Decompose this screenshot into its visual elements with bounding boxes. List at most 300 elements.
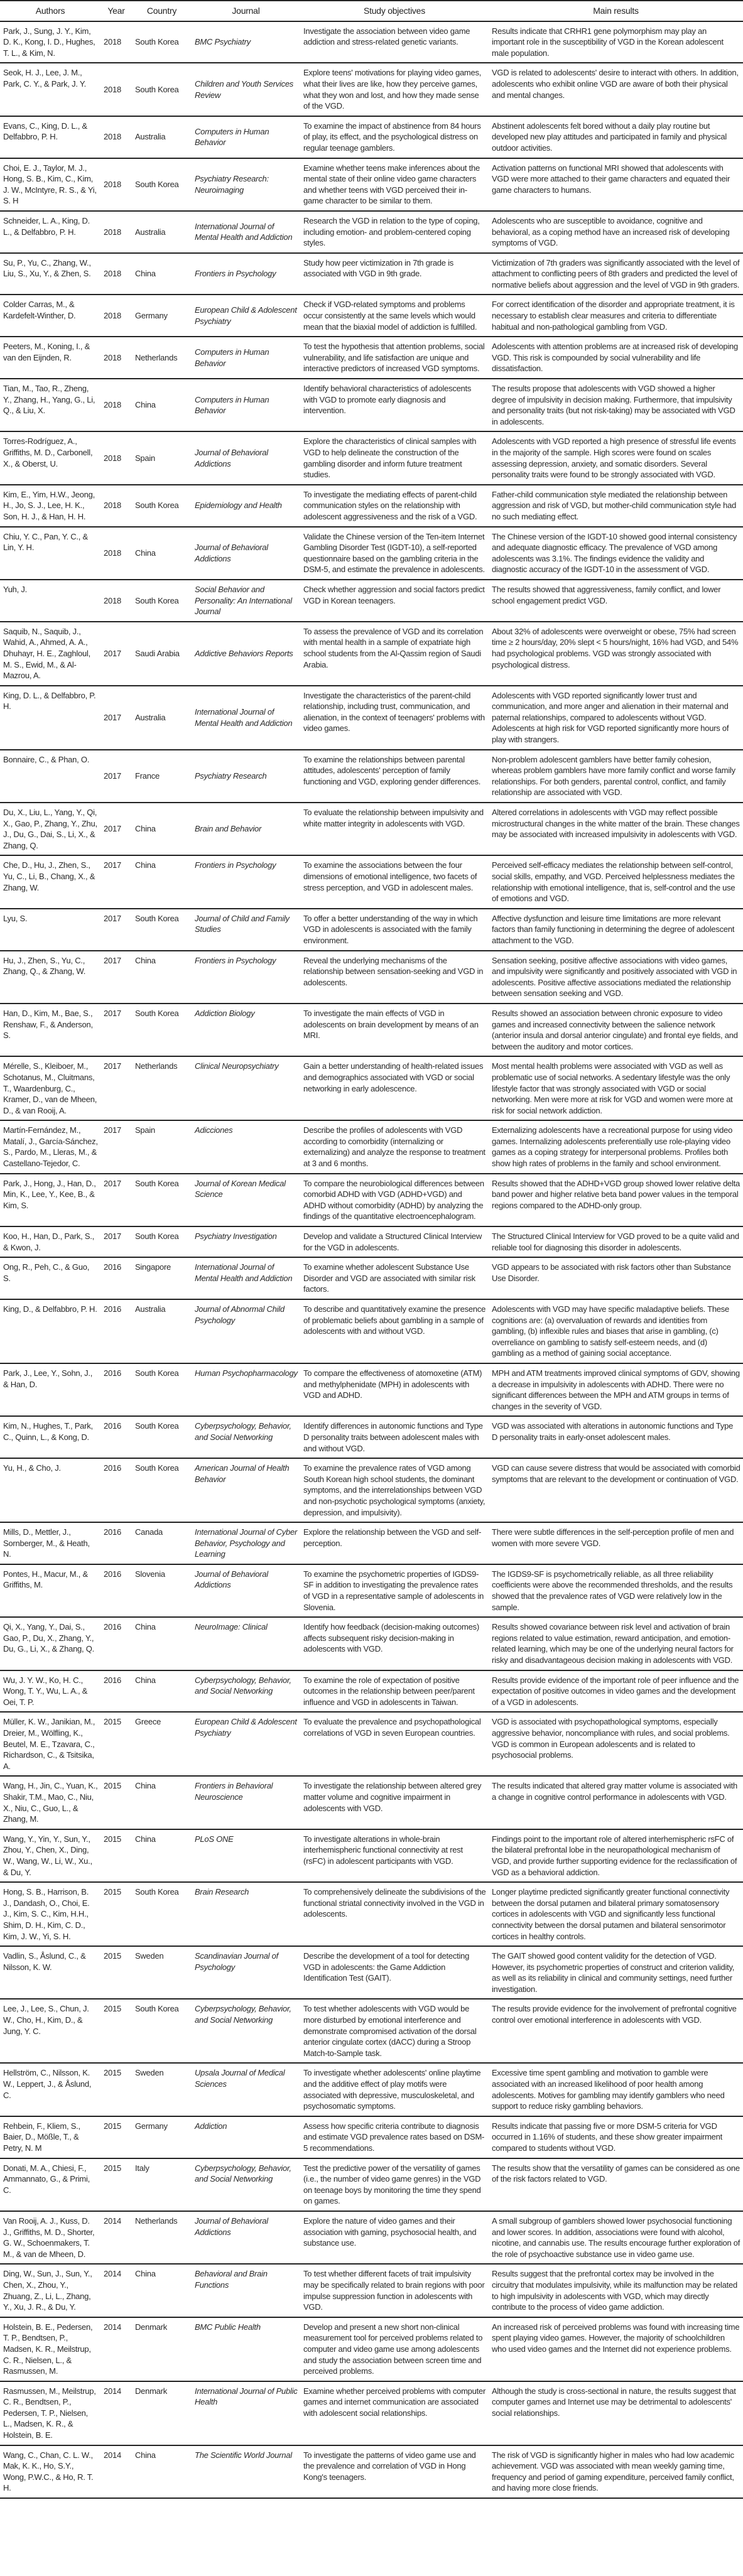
cell-objectives: To examine the psychometric properties of IGDS9-SF in addition to investigating the prevalence rates of VGD in a representative sample of adolescents in Slovenia. <box>303 1569 484 1612</box>
cell-year: 2018 <box>104 311 121 321</box>
cell-results: The Structured Clinical Interview for VGD proved to be a quite valid and reliable tool for diagnosing this disorder in adolescents. <box>492 1231 739 1252</box>
cell-objectives: Assess how specific criteria contribute to diagnosis and estimate VGD prevalence rates based on DSM-5 recommendations. <box>303 2121 485 2153</box>
table-row <box>0 1712 743 1776</box>
cell-year: 2017 <box>104 712 121 722</box>
cell-authors: Park, J., Hong, J., Han, D., Min, K., Lee, Y., Kee, B., & Kim, S. <box>3 1178 96 1210</box>
cell-results: VGD is associated with psychopathological symptoms, especially aggressive behavior, noncompliance with rules, and social problems. VGD is common in European adolescents and is related to psychosocial problems. <box>492 1717 730 1760</box>
cell-objectives: To investigate the patterns of video game use and the prevalence and correlation of VGD in Hong Kong's teenagers. <box>303 2450 476 2482</box>
cell-objectives: To test whether different facets of trait impulsivity may be specifically related to brain regions with poor impulse suppression function in adolescents with VGD. <box>303 2269 485 2312</box>
cell-objectives: To evaluate the prevalence and psychopathological correlations of VGD in seven European countries. <box>303 1717 481 1738</box>
cell-year: 2018 <box>104 227 121 237</box>
cell-objectives: To investigate the mediating effects of parent-child communication styles on the relationship with adolescent aggressiveness and the risk of a VGD. <box>303 489 477 521</box>
cell-authors: King, D., & Delfabbro, P. H. <box>3 1304 97 1314</box>
cell-results: There were subtle differences in the self-perception profile of men and women with more severe VGD. <box>492 1527 734 1548</box>
table-row <box>0 63 743 116</box>
table-row <box>0 1670 743 1713</box>
cell-results: Non-problem adolescent gamblers have better family cohesion, whereas problem gamblers have more family conflict and worse family relationships. For both genders, parental control, conflict, and family relationship are associated with VGD. <box>492 754 735 798</box>
cell-journal: Children and Youth Services Review <box>195 78 294 100</box>
cell-journal: Journal of Korean Medical Science <box>195 1178 286 1199</box>
cell-country: Canada <box>135 1527 163 1537</box>
cell-results: Excessive time spent gambling and motivation to gamble were associated with an increased likelihood of poor health among adolescents. Motives for gambling may identify gamblers who need support to reduce risky gambling behaviors. <box>492 2068 725 2111</box>
cell-results: VGD can cause severe distress that would be associated with comorbid symptoms that are relevant to the development or continuation of VGD. <box>492 1463 740 1484</box>
cell-journal: Behavioral and Brain Functions <box>195 2269 268 2290</box>
cell-authors: Ding, W., Sun, J., Sun, Y., Chen, X., Zhou, Y., Zhuang, Z., Li, L., Zhang, Y., Xu, J. R., & Du, Y. <box>3 2269 92 2312</box>
cell-results: Sensation seeking, positive affective associations with video games, and impulsivity were significantly and positively associated with VGD in adolescents. Positive affective associations mediated the relationship between sensation seeking and VGD. <box>492 955 737 998</box>
cell-objectives: Explore the relationship between the VGD and self-perception. <box>303 1527 482 1548</box>
cell-year: 2017 <box>104 648 121 658</box>
cell-journal: Frontiers in Psychology <box>195 269 276 279</box>
cell-results: Although the study is cross-sectional in nature, the results suggest that computer games and Internet use may be detrimental to adolescents' social relationships. <box>492 2386 736 2418</box>
cell-objectives: To comprehensively delineate the subdivisions of the functional striatal connectivity involved in the VGD in adolescents. <box>303 1887 486 1919</box>
cell-country: Denmark <box>135 2386 167 2396</box>
cell-authors: Martín-Fernández, M., Matalí, J., García-Sánchez, S., Pardo, M., Lleras, M., & Castellano-Tejedor, C. <box>3 1125 98 1169</box>
cell-country: China <box>135 2269 156 2279</box>
cell-year: 2015 <box>104 1717 121 1727</box>
cell-authors: Ong, R., Peh, C., & Guo, S. <box>3 1262 90 1283</box>
cell-results: Victimization of 7th graders was significantly associated with the level of attachment to conflicting peers of 8th graders and predicted the level of normative beliefs about aggression and the level of VGD in 9th graders. <box>492 257 740 290</box>
cell-objectives: Investigate the characteristics of the parent-child relationship, including trust, communication, and alienation, in the context of teenagers' problems with video games. <box>303 690 485 733</box>
cell-results: The results propose that adolescents with VGD showed a higher degree of impulsivity in decision making. Furthermore, that impulsivity and personality traits (but not risk-taking) may be associated with VGD in adolescents. <box>492 384 735 426</box>
cell-year: 2014 <box>104 2450 121 2460</box>
cell-authors: Hong, S. B., Harrison, B. J., Dandash, O., Choi, E. J., Kim, S. C., Kim, H.H., Shim, D. H., Kim, C. D., Kim, J. W., Yi, S. H. <box>3 1887 90 1941</box>
cell-country: Saudi Arabia <box>135 648 180 658</box>
cell-country: South Korea <box>135 84 179 94</box>
cell-objectives: To examine the relationships between parental attitudes, adolescents' perception of family functioning and VGD, exploring gender differences. <box>303 754 481 786</box>
cell-year: 2018 <box>104 179 121 189</box>
cell-year: 2014 <box>104 2269 121 2279</box>
cell-results: The results show that the versatility of games can be considered as one of the risk factors related to VGD. <box>492 2163 740 2184</box>
table-row <box>0 622 743 686</box>
cell-year: 2015 <box>104 1781 121 1791</box>
cell-journal: Epidemiology and Health <box>195 501 282 511</box>
cell-journal: Journal of Behavioral Addictions <box>195 543 268 563</box>
cell-results: MPH and ATM treatments improved clinical symptoms of GDV, showing a decrease in impulsivity in adolescents with ADHD. There were no significant differences between the MPH and ATM groups in terms of changes in the severity of VGD. <box>492 1368 740 1411</box>
cell-results: Altered correlations in adolescents with VGD may reflect possible microstructural changes in the white matter of the brain. These changes may be associated with increased impulsivity in adolescents with VGD. <box>492 808 740 840</box>
cell-year: 2018 <box>104 548 121 558</box>
table-row <box>0 1174 743 1226</box>
cell-authors: Tian, M., Tao, R., Zheng, Y., Zhang, H., Yang, G., Li, Q., & Liu, X. <box>3 384 95 416</box>
table-row <box>0 1617 743 1670</box>
cell-objectives: To evaluate the relationship between impulsivity and white matter integrity in adolescents with VGD. <box>303 808 484 828</box>
cell-country: China <box>135 400 156 410</box>
cell-country: Australia <box>135 227 166 237</box>
cell-year: 2014 <box>104 2386 121 2396</box>
cell-country: France <box>135 771 160 781</box>
table-row <box>0 1363 743 1416</box>
cell-journal: BMC Public Health <box>195 2322 261 2332</box>
header-country: Country <box>146 6 177 16</box>
cell-country: Australia <box>135 712 166 722</box>
cell-journal: Addiction <box>195 2121 227 2131</box>
cell-objectives: Identify behavioral characteristics of adolescents with VGD to promote early diagnosis and intervention. <box>303 384 472 416</box>
cell-journal: Adicciones <box>195 1125 233 1135</box>
cell-authors: Wang, C., Chan, C. L. W., Mak, K. K., Ho, S.Y., Wong, P.W.C., & Ho, R. T. H. <box>3 2450 94 2493</box>
cell-year: 2017 <box>104 1008 121 1018</box>
cell-journal: Addictive Behaviors Reports <box>195 648 293 658</box>
cell-results: Results showed that the ADHD+VGD group showed lower relative delta band power and higher relative beta band power values in the temporal regions compared to the ADHD-only group. <box>492 1178 740 1210</box>
table-row <box>0 951 743 1004</box>
cell-year: 2015 <box>104 2004 121 2014</box>
cell-objectives: Examine whether perceived problems with computer games and internet communication are associated with adolescent social relationships. <box>303 2386 486 2418</box>
cell-objectives: Examine whether teens make inferences about the mental state of their online video game characters and whether teens with VGD perceived their in-game character to be similar to them. <box>303 163 480 206</box>
cell-objectives: Reveal the underlying mechanisms of the relationship between sensation-seeking and VGD in adolescents. <box>303 955 484 987</box>
header-journal: Journal <box>232 6 260 16</box>
table-row <box>0 2116 743 2158</box>
cell-year: 2017 <box>104 1178 121 1188</box>
cell-journal: Cyberpsychology, Behavior, and Social Networking <box>195 2163 291 2184</box>
cell-journal: Journal of Child and Family Studies <box>195 913 290 934</box>
cell-objectives: To offer a better understanding of the way in which VGD in adolescents is associated with the family environment. <box>303 913 478 945</box>
cell-year: 2017 <box>104 771 121 781</box>
cell-results: Affective dysfunction and leisure time limitations are more relevant factors than family functioning in determining the degree of adolescent attachment to the VGD. <box>492 913 735 945</box>
cell-year: 2015 <box>104 2068 121 2078</box>
table-row <box>0 803 743 855</box>
cell-results: Results suggest that the prefrontal cortex may be involved in the circuitry that modulates impulsivity, while its malfunction may be related to high impulsivity in adolescents with VGD, which may directly contribute to the process of video game addiction. <box>492 2269 737 2312</box>
cell-journal: Journal of Behavioral Addictions <box>195 1569 268 1590</box>
cell-objectives: To investigate alterations in whole-brain interhemispheric functional connectivity at rest (rsFC) in adolescent participants with VGD. <box>303 1834 463 1866</box>
cell-country: China <box>135 1675 156 1685</box>
cell-objectives: Develop and present a new short non-clinical measurement tool for perceived problems related to computer and video game use among adolescents and study the association between screen time and perceived problems. <box>303 2322 483 2376</box>
cell-authors: Yuh, J. <box>3 584 27 594</box>
cell-objectives: Validate the Chinese version of the Ten-item Internet Gambling Disorder Test (IGDT-10), a self-reported questionnaire based on the gambling criteria in the DSM-5, and estimate the prevalence in adolescents. <box>303 531 485 575</box>
table-row <box>0 686 743 750</box>
table-row <box>0 1999 743 2063</box>
cell-authors: Van Rooij, A. J., Kuss, D. J., Griffiths, M. D., Shorter, G. W., Schoenmakers, T. M., & van de Mheen, D. <box>3 2216 95 2259</box>
cell-journal: Journal of Abnormal Child Psychology <box>195 1304 285 1325</box>
cell-year: 2018 <box>104 501 121 511</box>
cell-country: South Korea <box>135 595 179 605</box>
cell-results: An increased risk of perceived problems was found with increasing time spent playing video games. However, the majority of schoolchildren who used video games and the Internet did not experience problems. <box>492 2322 740 2354</box>
table-row <box>0 1120 743 1173</box>
cell-journal: Psychiatry Research: Neuroimaging <box>195 174 269 195</box>
table-header-row <box>0 1 743 21</box>
cell-results: Longer playtime predicted significantly greater functional connectivity between the dorsal putamen and bilateral primary somatosensory cortices in adolescents with VGD and significantly less functional connectivity between the dorsal putamen and bilateral sensorimotor cortices in healthy controls. <box>492 1887 730 1941</box>
cell-year: 2018 <box>104 269 121 279</box>
cell-year: 2014 <box>104 2322 121 2332</box>
cell-country: Australia <box>135 1304 166 1314</box>
cell-authors: Peeters, M., Koning, I., & van den Eijnden, R. <box>3 342 90 362</box>
cell-journal: Computers in Human Behavior <box>195 394 269 416</box>
cell-authors: Qi, X., Yang, Y., Dai, S., Gao, P., Du, X., Zhang, Y., Du, G., Li, X., & Zhang, Q. <box>3 1622 94 1654</box>
cell-year: 2015 <box>104 2163 121 2173</box>
table-row <box>0 1776 743 1829</box>
table-row <box>0 21 743 63</box>
cell-authors: Du, X., Liu, L., Yang, Y., Qi, X., Gao, P., Zhang, Y., Zhu, J., Du, G., Dai, S., Li, X., & Zhang, Q. <box>3 808 97 850</box>
cell-country: South Korea <box>135 1008 179 1018</box>
cell-authors: Evans, C., King, D. L., & Delfabbro, P. H. <box>3 121 87 142</box>
cell-year: 2018 <box>104 595 121 605</box>
cell-country: China <box>135 1834 156 1844</box>
cell-authors: Wang, Y., Yin, Y., Sun, Y., Zhou, Y., Chen, X., Ding, W., Wang, W., Li, W., Xu., & Du, Y. <box>3 1834 92 1877</box>
cell-results: The results provide evidence for the involvement of prefrontal cognitive control over emotional interference in adolescents with VGD. <box>492 2004 737 2025</box>
cell-journal: NeuroImage: Clinical <box>195 1622 268 1632</box>
cell-authors: Koo, H., Han, D., Park, S., & Kwon, J. <box>3 1231 94 1252</box>
cell-objectives: Investigate the association between video game addiction and stress-related genetic variants. <box>303 26 470 47</box>
table-row <box>0 1416 743 1458</box>
cell-objectives: To test whether adolescents with VGD would be more disturbed by emotional interference and demonstrate compromised activation of the dorsal anterior cingulate cortex (dACC) during a Stroop Match-to-Sample task. <box>303 2004 477 2058</box>
cell-objectives: Develop and validate a Structured Clinical Interview for the VGD in adolescents. <box>303 1231 482 1252</box>
cell-year: 2018 <box>104 84 121 94</box>
cell-authors: Park, J., Sung, J. Y., Kim, D. K., Kong, I. D., Hughes, T. L., & Kim, N. <box>3 26 95 58</box>
cell-objectives: Check whether aggression and social factors predict VGD in Korean teenagers. <box>303 584 485 605</box>
cell-country: Netherlands <box>135 352 178 362</box>
cell-journal: International Journal of Mental Health and Addiction <box>195 221 293 242</box>
cell-objectives: To examine the impact of abstinence from 84 hours of play, its effect, and the psychological distress on regular teenage gamblers. <box>303 121 481 153</box>
cell-objectives: Explore teens' motivations for playing video games, what their lives are like, how they perceive games, what they won and lost, and how they made sense of the VGD. <box>303 68 482 111</box>
cell-authors: Mérelle, S., Kleiboer, M., Schotanus, M., Cluitmans, T., Waardenburg, C., Kramer, D., van de Mheen, D., & van Rooij, A. <box>3 1061 97 1115</box>
table-row <box>0 750 743 803</box>
cell-country: South Korea <box>135 179 179 189</box>
cell-results: Results provide evidence of the important role of peer influence and the expectation of positive outcomes in video games and the development of a VGD in adolescents. <box>492 1675 739 1707</box>
cell-results: Results showed an association between chronic exposure to video games and increased connectivity between the salience network (anterior insula and dorsal anterior cingulate) and frontal eye fields, and between the auditory and motor cortices. <box>492 1008 738 1051</box>
cell-objectives: Research the VGD in relation to the type of coping, including emotion- and problem-centered coping styles. <box>303 215 480 248</box>
table-row <box>0 253 743 295</box>
cell-results: VGD was associated with alterations in autonomic functions and Type D personality traits in early-onset adolescent males. <box>492 1421 734 1442</box>
cell-objectives: Check if VGD-related symptoms and problems occur consistently at the same levels which would mean that the biaxial model of addiction is fulfilled. <box>303 300 477 332</box>
cell-journal: Brain and Behavior <box>195 824 262 834</box>
cell-authors: Saquib, N., Saquib, J., Wahid, A., Ahmed, A. A., Dhuhayr, H. E., Zaghloul, M. S., Ewid, M., & Al-Mazrou, A. <box>3 626 90 681</box>
cell-journal: The Scientific World Journal <box>195 2450 292 2460</box>
cell-journal: Clinical Neuropsychiatry <box>195 1061 279 1071</box>
table-row <box>0 1946 743 1999</box>
cell-authors: Kim, E., Yim, H.W., Jeong, H., Jo, S. J., Lee, H. K., Son, H. J., & Han, H. H. <box>3 489 95 521</box>
cell-year: 2016 <box>104 1569 121 1579</box>
cell-objectives: To compare the effectiveness of atomoxetine (ATM) and methylphenidate (MPH) in adolescents with VGD and ADHD. <box>303 1368 482 1400</box>
cell-objectives: Explore the nature of video games and their association with gaming, psychosocial health, and substance use. <box>303 2216 477 2248</box>
cell-authors: Choi, E. J., Taylor, M. J., Hong, S. B., Kim, C., Kim, J. W., McIntyre, R. S., & Yi, S. H <box>3 163 97 206</box>
cell-year: 2017 <box>104 824 121 834</box>
cell-results: Adolescents with VGD reported a high presence of stressful life events in the majority of the sample. High scores were found on scales assessing depression, anxiety, and somatic disorders. Several personality traits were found to be strongly associated with VGD. <box>492 436 736 480</box>
cell-results: The results indicated that altered gray matter volume is associated with a change in cognitive control performance in adolescents with VGD. <box>492 1781 737 1802</box>
cell-authors: Hu, J., Zhen, S., Yu, C., Zhang, Q., & Zhang, W. <box>3 955 86 977</box>
table-body <box>0 21 743 2498</box>
table-row <box>0 1882 743 1946</box>
table-row <box>0 379 743 431</box>
cell-objectives: To examine the prevalence rates of VGD among South Korean high school students, the dominant symptoms, and the interrelationships between VGD and non-psychotic psychological symptoms (anxiety, depression, and impulsivity). <box>303 1463 485 1517</box>
table-row <box>0 2445 743 2498</box>
table-row <box>0 2381 743 2445</box>
cell-journal: Cyberpsychology, Behavior, and Social Networking <box>195 1421 291 1442</box>
cell-results: Findings point to the important role of altered interhemispheric rsFC of the bilateral prefrontal lobe in the neuropathological mechanism of VGD, and provide further supporting evidence for the reclassification of VGD as a behavioral addiction. <box>492 1834 737 1877</box>
cell-country: South Korea <box>135 1421 179 1431</box>
cell-journal: Computers in Human Behavior <box>195 126 269 148</box>
table-row <box>0 158 743 211</box>
table-row <box>0 1458 743 1522</box>
table-row <box>0 527 743 580</box>
cell-authors: Torres-Rodríguez, A., Griffiths, M. D., Carbonell, X., & Oberst, U. <box>3 436 93 468</box>
cell-authors: Wu, J. Y. W., Ko, H. C., Wong, T. Y., Wu, L. A., & Oei, T. P. <box>3 1675 88 1707</box>
cell-journal: International Journal of Cyber Behavior, Psychology and Learning <box>195 1527 298 1559</box>
table-row <box>0 211 743 253</box>
cell-objectives: To examine whether adolescent Substance Use Disorder and VGD are associated with similar risk factors. <box>303 1262 475 1294</box>
cell-authors: Rehbein, F., Kliem, S., Baier, D., Mößle, T., & Petry, N. M <box>3 2121 80 2153</box>
cell-year: 2015 <box>104 2121 121 2131</box>
cell-authors: Lee, J., Lee, S., Chun, J. W., Cho, H., Kim, D., & Jung, Y. C. <box>3 2004 89 2036</box>
cell-country: Netherlands <box>135 2216 178 2226</box>
cell-journal: International Journal of Public Health <box>195 2386 298 2407</box>
table-row <box>0 1004 743 1056</box>
cell-country: Sweden <box>135 2068 164 2078</box>
cell-country: South Korea <box>135 1887 179 1897</box>
cell-objectives: To investigate whether adolescents' online playtime and the additive effect of play motifs were associated with depressive, musculoskeletal, and psychosomatic symptoms. <box>303 2068 481 2111</box>
cell-country: China <box>135 269 156 279</box>
cell-objectives: To assess the prevalence of VGD and its correlation with mental health in a sample of expatriate high school students from the Al-Qassim region of Saudi Arabia. <box>303 626 484 669</box>
cell-objectives: Gain a better understanding of health-related issues and demographics associated with VGD or social networking in early adolescence. <box>303 1061 484 1093</box>
cell-results: A small subgroup of gamblers showed lower psychosocial functioning and lower scores. In addition, associations were found with alcohol, nicotine, and cannabis use. The results encourage further exploration of the role of psychoactive substance use in video game use. <box>492 2216 740 2259</box>
cell-country: Germany <box>135 311 168 321</box>
cell-journal: Psychiatry Research <box>195 771 267 781</box>
cell-authors: Rasmussen, M., Meilstrup, C. R., Bendtsen, P., Pedersen, T. P., Nielsen, L., Madsen, K. R., & Holstein, B. E. <box>3 2386 96 2440</box>
cell-authors: Schneider, L. A., King, D. L., & Delfabbro, P. H. <box>3 215 90 237</box>
cell-year: 2016 <box>104 1368 121 1378</box>
cell-authors: Müller, K. W., Janikian, M., Dreier, M., Wölfling, K., Beutel, M. E., Tzavara, C., Richardson, C., & Tsitsika, A. <box>3 1717 95 1771</box>
cell-results: The risk of VGD is significantly higher in males who had low academic achievement. VGD was associated with mean weekly gaming time, frequency and period of gaming expenditure, perceived family conflict, and having more close friends. <box>492 2450 734 2493</box>
table-row <box>0 909 743 951</box>
cell-country: South Korea <box>135 501 179 511</box>
cell-authors: Chiu, Y. C., Pan, Y. C., & Lin, Y. H. <box>3 531 88 553</box>
cell-journal: Scandinavian Journal of Psychology <box>195 1951 279 1972</box>
table-row <box>0 485 743 527</box>
table-row <box>0 431 743 484</box>
cell-objectives: To investigate the relationship between altered grey matter volume and cognitive impairment in adolescents with VGD. <box>303 1781 482 1813</box>
cell-year: 2017 <box>104 1231 121 1242</box>
header-year: Year <box>107 6 125 16</box>
cell-year: 2018 <box>104 453 121 463</box>
cell-year: 2017 <box>104 955 121 965</box>
cell-country: Sweden <box>135 1951 164 1961</box>
cell-year: 2014 <box>104 2216 121 2226</box>
cell-journal: Addiction Biology <box>195 1008 255 1018</box>
cell-country: Spain <box>135 453 155 463</box>
table-row <box>0 1564 743 1617</box>
cell-objectives: To examine the associations between the four dimensions of emotional intelligence, two facets of stress perception, and VGD in adolescent males. <box>303 860 477 892</box>
cell-results: Activation patterns on functional MRI showed that adolescents with VGD were more attached to their game characters and equated their game characters to humans. <box>492 163 730 195</box>
cell-country: China <box>135 824 156 834</box>
cell-journal: European Child & Adolescent Psychiatry <box>195 1717 297 1738</box>
cell-journal: Psychiatry Investigation <box>195 1231 277 1242</box>
cell-authors: Park, J., Lee, Y., Sohn, J., & Han, D. <box>3 1368 93 1389</box>
cell-authors: Che, D., Hu, J., Zhen, S., Yu, C., Li, B., Chang, X., & Zhang, W. <box>3 860 95 892</box>
cell-country: Australia <box>135 132 166 142</box>
table-row <box>0 1226 743 1257</box>
cell-country: South Korea <box>135 1231 179 1242</box>
header-authors: Authors <box>35 6 65 16</box>
cell-country: South Korea <box>135 37 179 47</box>
cell-country: China <box>135 1781 156 1791</box>
cell-results: VGD is related to adolescents' desire to interact with others. In addition, adolescents who exhibit online VGD are aware of both their physical and mental changes. <box>492 68 739 100</box>
cell-journal: PLoS ONE <box>195 1834 234 1844</box>
cell-country: Germany <box>135 2121 168 2131</box>
cell-results: Father-child communication style mediated the relationship between aggression and risk of VGD, but mother-child communication style had no such mediating effect. <box>492 489 737 521</box>
cell-results: Perceived self-efficacy mediates the relationship between self-control, social skills, empathy, and VGD. Perceived helplessness mediates the relationship with emotional intelligence, that is, self-control and the use of emotions and VGD. <box>492 860 735 904</box>
cell-year: 2018 <box>104 400 121 410</box>
cell-country: Italy <box>135 2163 149 2173</box>
cell-journal: Frontiers in Psychology <box>195 860 276 870</box>
cell-authors: Han, D., Kim, M., Bae, S., Renshaw, F., & Anderson, S. <box>3 1008 93 1041</box>
cell-journal: International Journal of Mental Health and Addiction <box>195 1262 293 1283</box>
cell-country: Spain <box>135 1125 155 1135</box>
cell-authors: Seok, H. J., Lee, J. M., Park, C. Y., & Park, J. Y. <box>3 68 86 89</box>
table-row <box>0 116 743 158</box>
table-row <box>0 2264 743 2317</box>
table-row <box>0 580 743 622</box>
cell-objectives: Describe the profiles of adolescents with VGD according to comorbidity (internalizing or externalizing) and analyze the response to treatment at 3 and 6 months. <box>303 1125 485 1169</box>
cell-objectives: Identify how feedback (decision-making outcomes) affects subsequent risky decision-making in adolescents with VGD. <box>303 1622 479 1654</box>
cell-journal: Computers in Human Behavior <box>195 347 269 368</box>
table-row <box>0 2211 743 2264</box>
table-row <box>0 337 743 379</box>
cell-results: The Chinese version of the IGDT-10 showed good internal consistency and adequate diagnostic efficacy. The prevalence of VGD among adolescents was 3.1%. The findings evidence the validity and diagnostic accuracy of the IGDT-10 in the assessment of VGD. <box>492 531 737 575</box>
cell-journal: Social Behavior and Personality: An International Journal <box>195 584 292 617</box>
cell-year: 2016 <box>104 1463 121 1473</box>
table-row <box>0 1829 743 1882</box>
cell-journal: Cyberpsychology, Behavior, and Social Networking <box>195 1675 291 1696</box>
cell-journal: European Child & Adolescent Psychiatry <box>195 305 297 326</box>
cell-results: Adolescents with VGD may have specific maladaptive beliefs. These cognitions are: (a) overvaluation of rewards and identities from gambling, (b) inflexible rules and biases that arise in gambling, (c) overreliance on gambling to satisfy self-esteem needs, and (d) gambling as a method of gaining social acceptance. <box>492 1304 730 1358</box>
table-row <box>0 1299 743 1363</box>
cell-journal: Journal of Behavioral Addictions <box>195 448 268 468</box>
cell-journal: Human Psychopharmacology <box>195 1368 298 1378</box>
cell-year: 2016 <box>104 1675 121 1685</box>
cell-year: 2017 <box>104 913 121 923</box>
cell-authors: Vadlin, S., Åslund, C., & Nilsson, K. W. <box>3 1951 86 1972</box>
cell-country: Greece <box>135 1717 161 1727</box>
cell-results: The GAIT showed good content validity for the detection of VGD. However, its psychometric properties of construct and criterion validity, as well as its reliability in clinical and community settings, need further investigation. <box>492 1951 735 1994</box>
cell-year: 2016 <box>104 1527 121 1537</box>
cell-objectives: Explore the characteristics of clinical samples with VGD to help delineate the construction of the gambling disorder and inform future treatment studies. <box>303 436 477 480</box>
cell-authors: Bonnaire, C., & Phan, O. <box>3 754 90 764</box>
cell-objectives: Study how peer victimization in 7th grade is associated with VGD in 9th grade. <box>303 257 454 279</box>
cell-objectives: To describe and quantitatively examine the presence of problematic beliefs about gambling in a sample of adolescents with and without VGD. <box>303 1304 486 1336</box>
cell-results: Adolescents who are susceptible to avoidance, cognitive and behavioral, as a coping method have an increased risk of developing symptoms of VGD. <box>492 215 730 248</box>
cell-journal: American Journal of Health Behavior <box>195 1463 290 1484</box>
cell-authors: Su, P., Yu, C., Zhang, W., Liu, S., Xu, Y., & Zhen, S. <box>3 257 91 279</box>
cell-year: 2018 <box>104 352 121 362</box>
cell-results: Externalizing adolescents have a recreational purpose for using video games. Internalizing adolescents preferentially use role-playing video games as a coping strategy for interpersonal problems. Profiles both show high rates of problems in the family and school environment. <box>492 1125 733 1169</box>
cell-objectives: Test the predictive power of the versatility of games (i.e., the number of video game genres) in the VGD on teenage boys by monitoring the time they spend on games. <box>303 2163 481 2206</box>
cell-objectives: To compare the neurobiological differences between comorbid ADHD with VGD (ADHD+VGD) and ADHD without comorbidity (ADHD) by analyzing the findings of the quantitative electroencephalogram. <box>303 1178 484 1221</box>
cell-country: China <box>135 1622 156 1632</box>
cell-country: South Korea <box>135 1368 179 1378</box>
cell-authors: Mills, D., Mettler, J., Sornberger, M., & Heath, N. <box>3 1527 90 1559</box>
cell-country: China <box>135 2450 156 2460</box>
cell-results: For correct identification of the disorder and appropriate treatment, it is necessary to establish clear measures and criteria to differentiate habitual and non-pathological gambling from VGD. <box>492 300 735 332</box>
table-row <box>0 1522 743 1564</box>
cell-journal: Cyberpsychology, Behavior, and Social Networking <box>195 2004 291 2025</box>
cell-authors: Kim, N., Hughes, T., Park, C., Quinn, L., & Kong, D. <box>3 1421 93 1442</box>
table-row <box>0 295 743 337</box>
cell-country: South Korea <box>135 1178 179 1188</box>
cell-results: Adolescents with attention problems are at increased risk of developing VGD. This risk is compounded by social vulnerability and life dissatisfaction. <box>492 342 738 374</box>
cell-journal: Upsala Journal of Medical Sciences <box>195 2068 285 2089</box>
cell-country: South Korea <box>135 1463 179 1473</box>
cell-year: 2015 <box>104 1834 121 1844</box>
cell-journal: Frontiers in Behavioral Neuroscience <box>195 1781 273 1802</box>
table-row <box>0 2063 743 2116</box>
cell-country: China <box>135 955 156 965</box>
cell-authors: Lyu, S. <box>3 913 28 923</box>
header-main-results: Main results <box>593 6 639 16</box>
cell-year: 2018 <box>104 132 121 142</box>
table-row <box>0 1257 743 1299</box>
cell-country: China <box>135 548 156 558</box>
cell-country: South Korea <box>135 2004 179 2014</box>
cell-results: The IGDS9-SF is psychometrically reliable, as all three reliability coefficients were above the recommended thresholds, and the results showed that the prevalence rates of VGD were relatively low in the sample. <box>492 1569 733 1612</box>
cell-results: Adolescents with VGD reported significantly lower trust and communication, and more anger and alienation in their maternal and paternal relationships, compared to adolescents without VGD. Adolescents at high risk for VGD reported significantly more hours of play with strangers. <box>492 690 729 745</box>
cell-authors: Wang, H., Jin, C., Yuan, K., Shakir, T.M., Mao, C., Niu, X., Niu, C., Guo, L., & Zhang, M. <box>3 1781 98 1824</box>
cell-results: Results indicate that passing five or more DSM-5 criteria for VGD occurred in 1.16% of students, and these show greater impairment compared to students without VGD. <box>492 2121 722 2153</box>
cell-journal: BMC Psychiatry <box>195 37 251 47</box>
